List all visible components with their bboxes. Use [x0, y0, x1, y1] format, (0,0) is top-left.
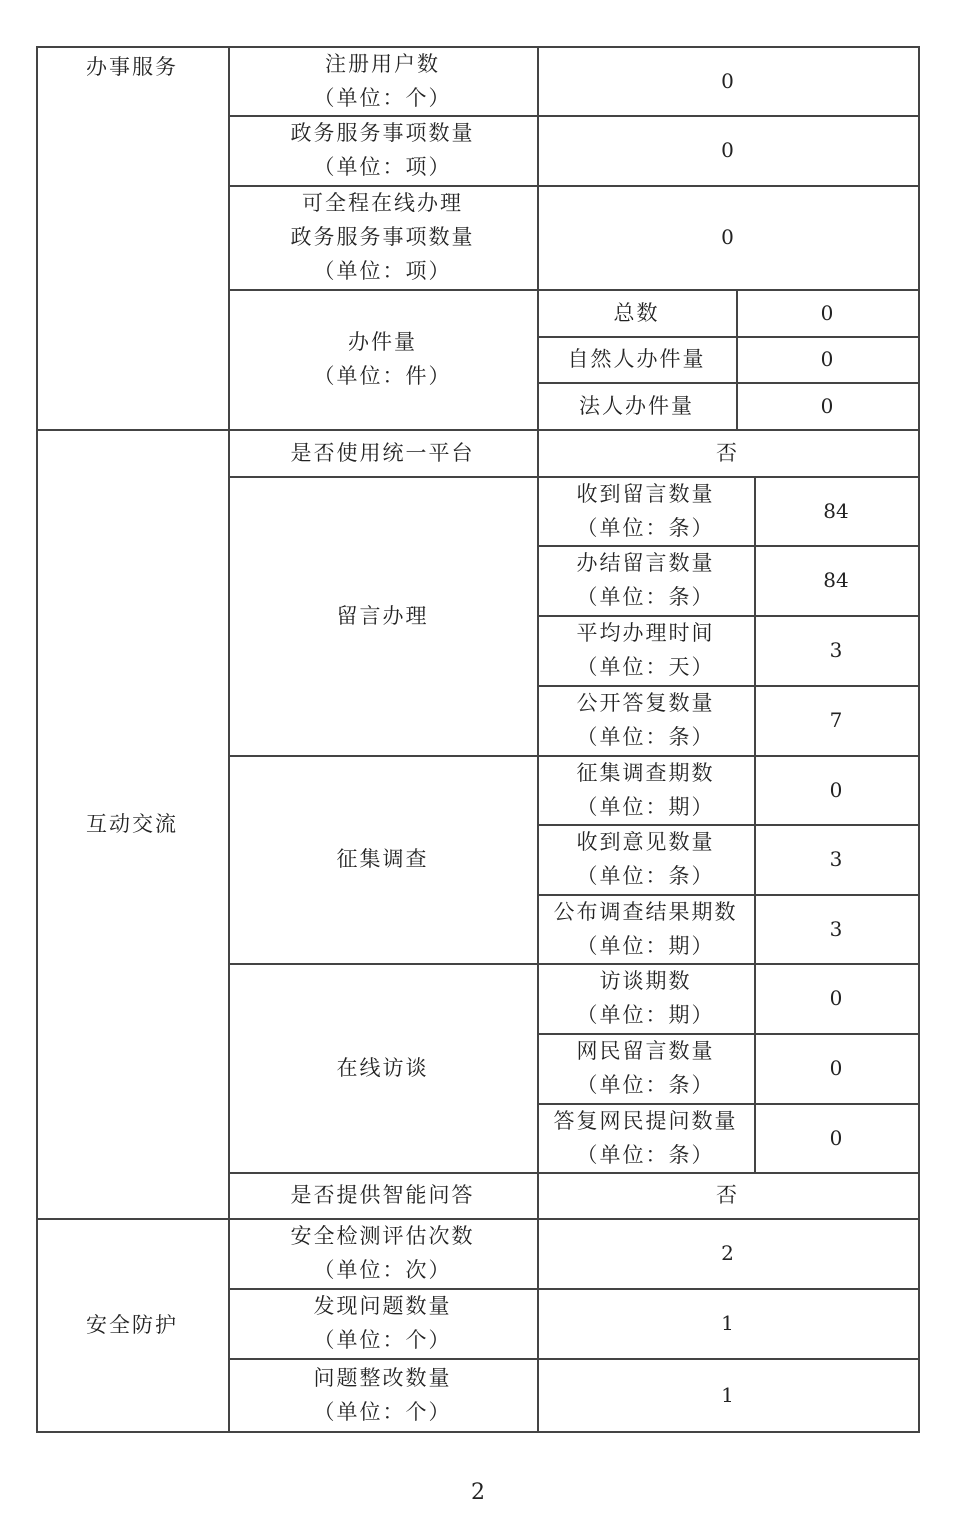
grid-line — [36, 429, 230, 431]
label-unit: （单位：项） — [313, 155, 452, 179]
sub-value: 0 — [829, 1056, 843, 1080]
grid-line — [918, 429, 920, 478]
sub-value: 3 — [829, 638, 843, 662]
grid-line — [754, 755, 920, 757]
category-cell-security: 安全防护 — [86, 1312, 178, 1337]
category-cell-service: 办事服务 — [86, 55, 178, 79]
grid-line — [537, 685, 756, 687]
grid-line — [228, 755, 230, 965]
grid-line — [754, 476, 756, 547]
grid-line — [228, 1431, 539, 1433]
grid-line — [537, 1172, 539, 1220]
grid-line — [537, 894, 756, 896]
group-label: 在线访谈 — [336, 1055, 429, 1080]
label-unit: （单位：条） — [576, 1142, 715, 1167]
row-label: 是否提供智能问答 — [290, 1183, 475, 1207]
grid-line — [228, 115, 230, 187]
grid-line — [537, 289, 539, 338]
grid-line — [754, 476, 920, 478]
grid-line — [537, 1358, 920, 1360]
sub-label — [537, 685, 754, 755]
group-label: 留言办理 — [336, 603, 429, 628]
grid-line — [537, 289, 738, 291]
grid-line — [918, 894, 920, 965]
grid-line — [754, 824, 756, 896]
grid-line — [228, 185, 230, 291]
label-unit: （单位：条） — [576, 585, 715, 609]
grid-line — [537, 1103, 539, 1174]
grid-line — [918, 963, 920, 1035]
grid-line — [537, 1218, 920, 1220]
sub-label — [537, 824, 754, 894]
label-unit: （单位：天） — [576, 655, 715, 679]
grid-line — [228, 1288, 539, 1290]
grid-line — [228, 185, 539, 187]
grid-line — [754, 963, 920, 965]
grid-line — [537, 755, 756, 757]
label-line: 访谈期数 — [599, 969, 692, 993]
label-unit: （单位：个） — [313, 1399, 452, 1424]
label-unit: （单位：期） — [576, 933, 715, 958]
grid-line — [537, 115, 920, 117]
grid-line — [228, 476, 230, 757]
grid-line — [228, 963, 230, 1174]
grid-line — [754, 685, 920, 687]
label-line: 办结留言数量 — [576, 551, 715, 575]
grid-line — [918, 824, 920, 896]
grid-line — [537, 115, 539, 187]
label-line: 网民留言数量 — [576, 1039, 715, 1063]
grid-line — [537, 615, 539, 687]
row-value: 2 — [721, 1241, 734, 1265]
grid-line — [537, 382, 738, 384]
label-unit: （单位：次） — [313, 1258, 452, 1282]
label-line: 公开答复数量 — [576, 691, 715, 715]
grid-line — [537, 1288, 539, 1360]
grid-line — [537, 1033, 756, 1035]
sub-label: 法人办件量 — [579, 393, 694, 418]
grid-line — [228, 1172, 230, 1220]
grid-line — [228, 429, 539, 431]
grid-line — [918, 289, 920, 338]
label-line: 可全程在线办理 — [302, 191, 463, 215]
row-label: 是否使用统一平台 — [290, 440, 475, 465]
label-line: 征集调查期数 — [576, 760, 715, 785]
label-line: 收到意见数量 — [576, 830, 715, 854]
grid-line — [537, 615, 756, 617]
sub-label: 总数 — [613, 300, 660, 325]
grid-line — [537, 963, 539, 1035]
grid-line — [537, 185, 920, 187]
category-cell-interaction: 互动交流 — [86, 811, 178, 836]
label-line: 收到留言数量 — [576, 481, 715, 506]
grid-line — [754, 545, 756, 617]
sub-value: 84 — [823, 498, 849, 523]
grid-line — [228, 1358, 230, 1433]
grid-line — [537, 382, 539, 431]
grid-line — [228, 476, 539, 478]
sub-label: 自然人办件量 — [567, 347, 706, 371]
grid-line — [537, 1431, 920, 1433]
grid-line — [537, 185, 539, 291]
grid-line — [918, 755, 920, 826]
grid-line — [537, 429, 539, 478]
grid-line — [537, 685, 539, 757]
grid-line — [537, 1172, 920, 1174]
grid-line — [537, 1358, 539, 1433]
grid-line — [918, 545, 920, 617]
sub-value: 0 — [829, 777, 843, 802]
label-unit: （单位：件） — [313, 364, 452, 388]
sub-value: 3 — [829, 847, 843, 871]
grid-line — [918, 336, 920, 384]
grid-line — [228, 1218, 539, 1220]
label-unit: （单位：条） — [576, 725, 715, 749]
grid-line — [228, 1218, 230, 1290]
grid-line — [918, 46, 920, 117]
grid-line — [537, 824, 756, 826]
grid-line — [736, 336, 738, 384]
label-unit: （单位：条） — [576, 864, 715, 888]
grid-line — [918, 185, 920, 291]
grid-line — [537, 336, 738, 338]
grid-line — [228, 755, 539, 757]
label-unit: （单位：条） — [576, 515, 715, 540]
sub-value: 0 — [820, 300, 834, 325]
grid-line — [754, 615, 756, 687]
grid-line — [537, 1103, 756, 1105]
grid-line — [736, 336, 920, 338]
label-line: 政务服务事项数量 — [290, 121, 475, 145]
label-line: 答复网民提问数量 — [553, 1108, 738, 1133]
sub-label — [537, 963, 754, 1033]
label-line: 政务服务事项数量 — [290, 225, 475, 249]
sub-value: 0 — [829, 1125, 843, 1150]
grid-line — [36, 1431, 230, 1433]
grid-line — [918, 685, 920, 757]
grid-line — [537, 429, 920, 431]
label-line: 安全检测评估次数 — [290, 1224, 475, 1248]
grid-line — [754, 685, 756, 757]
grid-line — [537, 894, 539, 965]
sub-value: 0 — [820, 347, 834, 371]
label-line: 发现问题数量 — [313, 1294, 452, 1318]
grid-line — [918, 615, 920, 687]
row-label — [228, 1218, 537, 1288]
label-unit: （单位：个） — [313, 1328, 452, 1352]
grid-line — [36, 429, 38, 1220]
label-unit: （单位：期） — [576, 1003, 715, 1027]
sub-label — [537, 476, 754, 545]
label-line: 办件量 — [348, 330, 417, 354]
grid-line — [918, 1103, 920, 1174]
grid-line — [228, 963, 539, 965]
grid-line — [736, 289, 920, 291]
grid-line — [754, 615, 920, 617]
grid-line — [754, 1103, 756, 1174]
grid-line — [537, 545, 539, 617]
grid-line — [537, 824, 539, 896]
row-label — [228, 1288, 537, 1358]
grid-line — [537, 476, 539, 547]
label-line: 问题整改数量 — [313, 1365, 452, 1390]
grid-line — [36, 46, 230, 48]
row-label — [228, 185, 537, 289]
sub-label — [537, 545, 754, 615]
row-label — [228, 46, 537, 115]
grid-line — [918, 1288, 920, 1360]
grid-line — [736, 382, 920, 384]
label-unit: （单位：期） — [576, 794, 715, 819]
row-value: 0 — [721, 225, 734, 249]
grid-line — [36, 46, 38, 431]
grid-line — [918, 1172, 920, 1220]
group-label — [228, 289, 537, 429]
sub-value: 0 — [829, 986, 843, 1010]
grid-line — [537, 336, 539, 384]
grid-line — [537, 1033, 539, 1105]
label-line: 注册用户数 — [325, 51, 440, 76]
row-value: 0 — [721, 138, 734, 162]
label-unit: （单位：个） — [313, 85, 452, 110]
sub-label — [537, 894, 754, 963]
grid-line — [918, 1218, 920, 1290]
sub-label — [537, 1103, 754, 1172]
grid-line — [537, 963, 756, 965]
grid-line — [754, 894, 920, 896]
row-value: 1 — [721, 1382, 734, 1407]
sub-label — [537, 755, 754, 824]
sub-value: 0 — [820, 393, 834, 418]
label-line: 平均办理时间 — [576, 621, 715, 645]
grid-line — [754, 1103, 920, 1105]
grid-line — [754, 894, 756, 965]
sub-label — [537, 1033, 754, 1103]
row-value: 否 — [716, 1183, 739, 1207]
sub-value: 7 — [829, 708, 843, 732]
sub-label — [537, 615, 754, 685]
group-label: 征集调查 — [336, 847, 429, 871]
grid-line — [918, 1358, 920, 1433]
grid-line — [754, 963, 756, 1035]
grid-line — [537, 755, 539, 826]
grid-line — [228, 429, 230, 478]
grid-line — [537, 46, 539, 117]
row-label — [228, 1358, 537, 1431]
grid-line — [736, 289, 738, 338]
row-value: 0 — [721, 68, 734, 93]
grid-line — [918, 1033, 920, 1105]
sub-value: 84 — [823, 568, 849, 592]
grid-line — [537, 1218, 539, 1290]
grid-line — [228, 46, 539, 48]
grid-line — [736, 382, 738, 431]
row-label — [228, 115, 537, 185]
grid-line — [754, 824, 920, 826]
grid-line — [918, 382, 920, 431]
grid-line — [918, 115, 920, 187]
grid-line — [228, 289, 539, 291]
grid-line — [228, 1358, 539, 1360]
grid-line — [36, 1218, 230, 1220]
grid-line — [228, 289, 230, 431]
label-unit: （单位：条） — [576, 1073, 715, 1097]
grid-line — [537, 46, 920, 48]
grid-line — [754, 755, 756, 826]
sub-value: 3 — [829, 916, 843, 941]
page-number: 2 — [471, 1480, 485, 1505]
label-unit: （单位：项） — [313, 259, 452, 283]
grid-line — [537, 545, 756, 547]
grid-line — [228, 1288, 230, 1360]
row-value: 否 — [716, 440, 739, 465]
grid-line — [537, 1288, 920, 1290]
grid-line — [754, 1033, 920, 1035]
grid-line — [228, 46, 230, 117]
row-value: 1 — [721, 1311, 734, 1335]
label-line: 公布调查结果期数 — [553, 899, 738, 924]
grid-line — [754, 545, 920, 547]
grid-line — [36, 1218, 38, 1433]
grid-line — [754, 1033, 756, 1105]
grid-line — [918, 476, 920, 547]
grid-line — [228, 1172, 539, 1174]
grid-line — [228, 115, 539, 117]
grid-line — [537, 476, 756, 478]
